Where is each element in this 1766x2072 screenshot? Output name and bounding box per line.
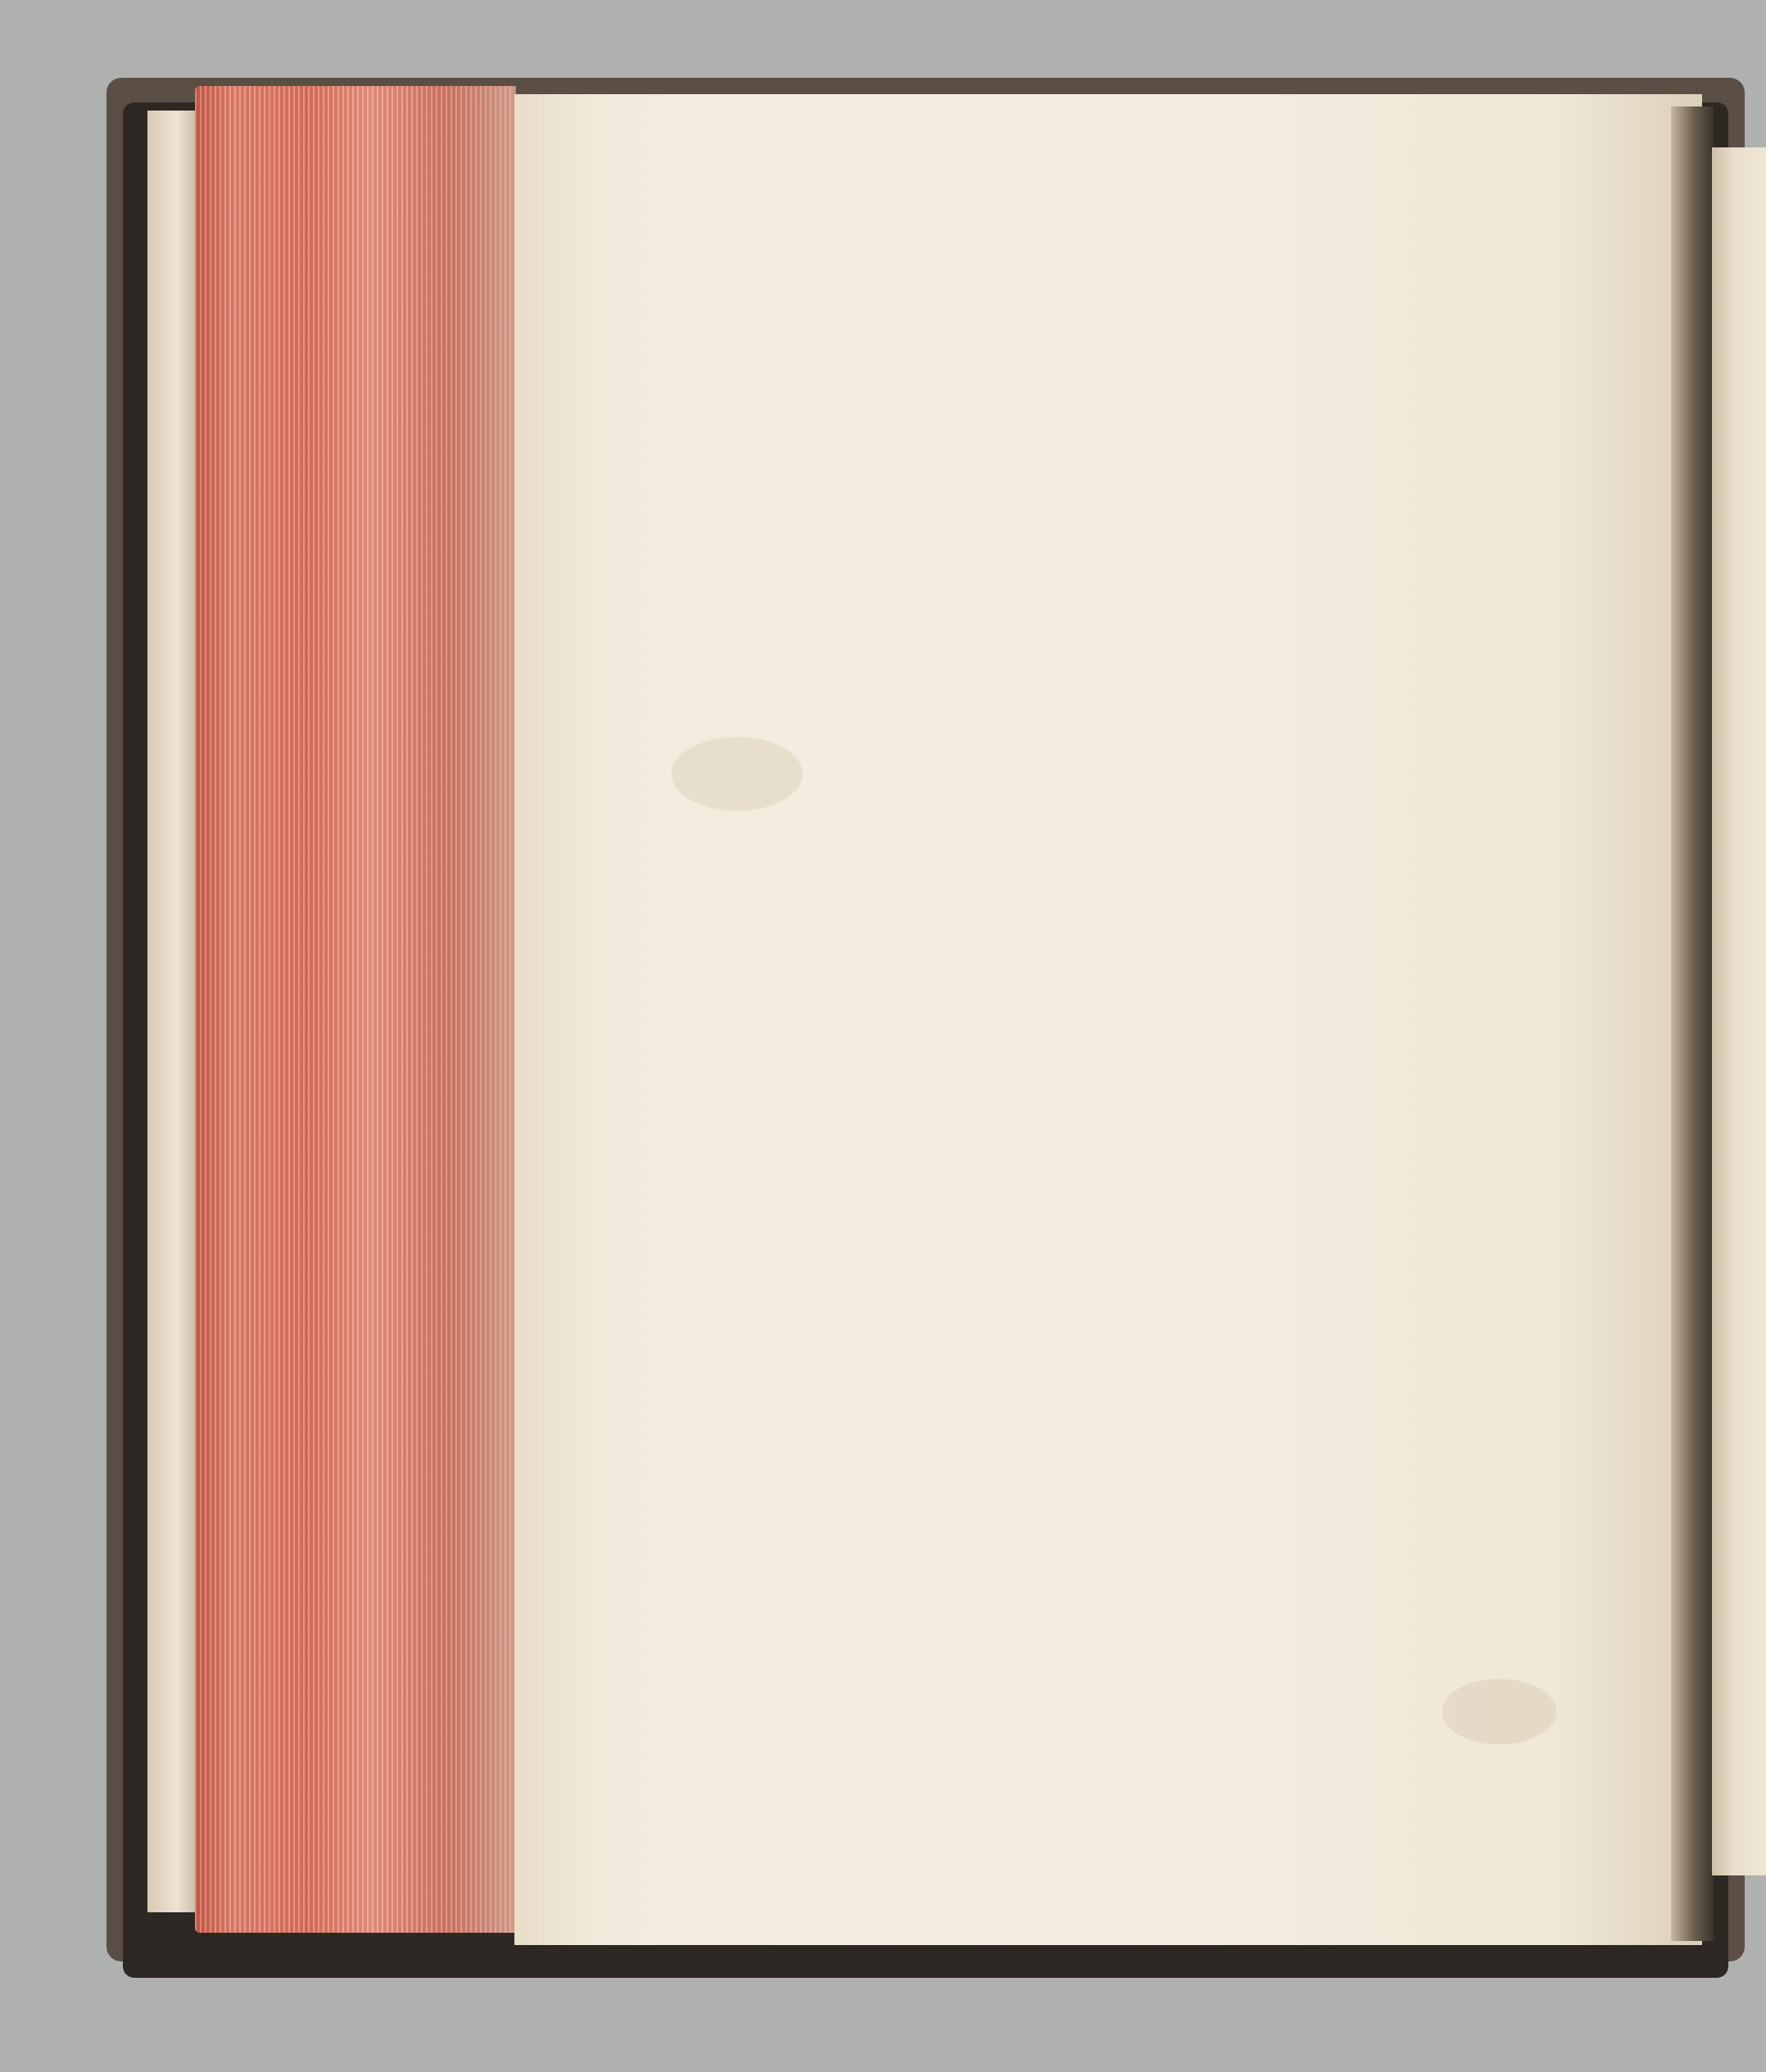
foxing-stain bbox=[1442, 1679, 1556, 1744]
book-gutter bbox=[1671, 106, 1714, 1941]
foxing-stain bbox=[672, 737, 803, 811]
left-page bbox=[514, 94, 1702, 1945]
fore-edge bbox=[147, 111, 197, 1912]
page-edge-fade bbox=[442, 86, 516, 1933]
right-page-edge bbox=[1712, 147, 1766, 1875]
